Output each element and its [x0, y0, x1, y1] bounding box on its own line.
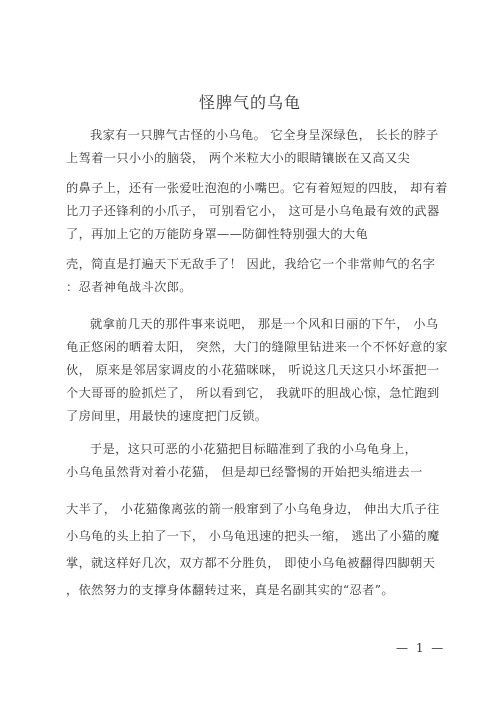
text-line: ：忍者神龟战斗次郎。	[66, 280, 192, 294]
text-line: 小乌龟虽然背对着小花猫， 但是却已经警惕的开始把头缩进去一	[66, 465, 423, 479]
text-line: 个大哥哥的脸抓烂了， 所以看到它， 我就吓的胆战心惊，急忙跑到	[66, 386, 440, 400]
text-line: 大半了， 小花猫像离弦的箭一般窜到了小乌龟身边， 伸出大爪子往	[66, 502, 440, 516]
text-line: ，依然努力的支撑身体翻转过来，真是名副其实的“忍者”。	[66, 583, 394, 597]
text-line: 小乌龟的头上拍了一下， 小乌龟迅速的把头一缩， 逃出了小猫的魔	[66, 529, 440, 543]
text-line: 掌，就这样好几次，双方都不分胜负， 即使小乌龟被翻得四脚朝天	[66, 556, 436, 570]
text-line: 上驾着一只小小的脑袋， 两个米粒大小的眼睛镶嵌在又高又尖	[66, 151, 411, 165]
text-line: 了房间里，用最快的速度把门反锁。	[66, 409, 268, 423]
text-line: 了，再加上它的万能防身罩——防御性特别强大的大龟	[66, 227, 369, 241]
text-line: 的鼻子上，还有一张爱吐泡泡的小嘴巴。它有着短短的四肢， 却有着	[66, 181, 448, 195]
text-line: 比刀子还锋利的小爪子， 可别看它小， 这可是小乌龟最有效的武器	[66, 204, 440, 218]
text-line: 壳，简直是打遍天下无敌手了！ 因此，我给它一个非常帅气的名字	[66, 257, 436, 271]
text-line: 龟正悠闲的晒着太阳， 突然，大门的缝隙里钻进来一个不怀好意的家	[66, 340, 448, 354]
text-line: 就拿前几天的那件事来说吧， 那是一个风和日丽的下午， 小乌	[90, 317, 439, 331]
text-line: 伙， 原来是邻居家调皮的小花猫咪咪， 听说这几天这只小坏蛋把一	[66, 363, 440, 377]
text-line: 于是，这只可恶的小花猫把目标瞄准到了我的小乌龟身上，	[90, 442, 418, 456]
text-line: 我家有一只脾气古怪的小乌龟。 它全身呈深绿色， 长长的脖子	[90, 128, 439, 142]
document-title: 怪脾气的乌龟	[198, 93, 301, 112]
page-number: — 1 —	[396, 641, 446, 655]
